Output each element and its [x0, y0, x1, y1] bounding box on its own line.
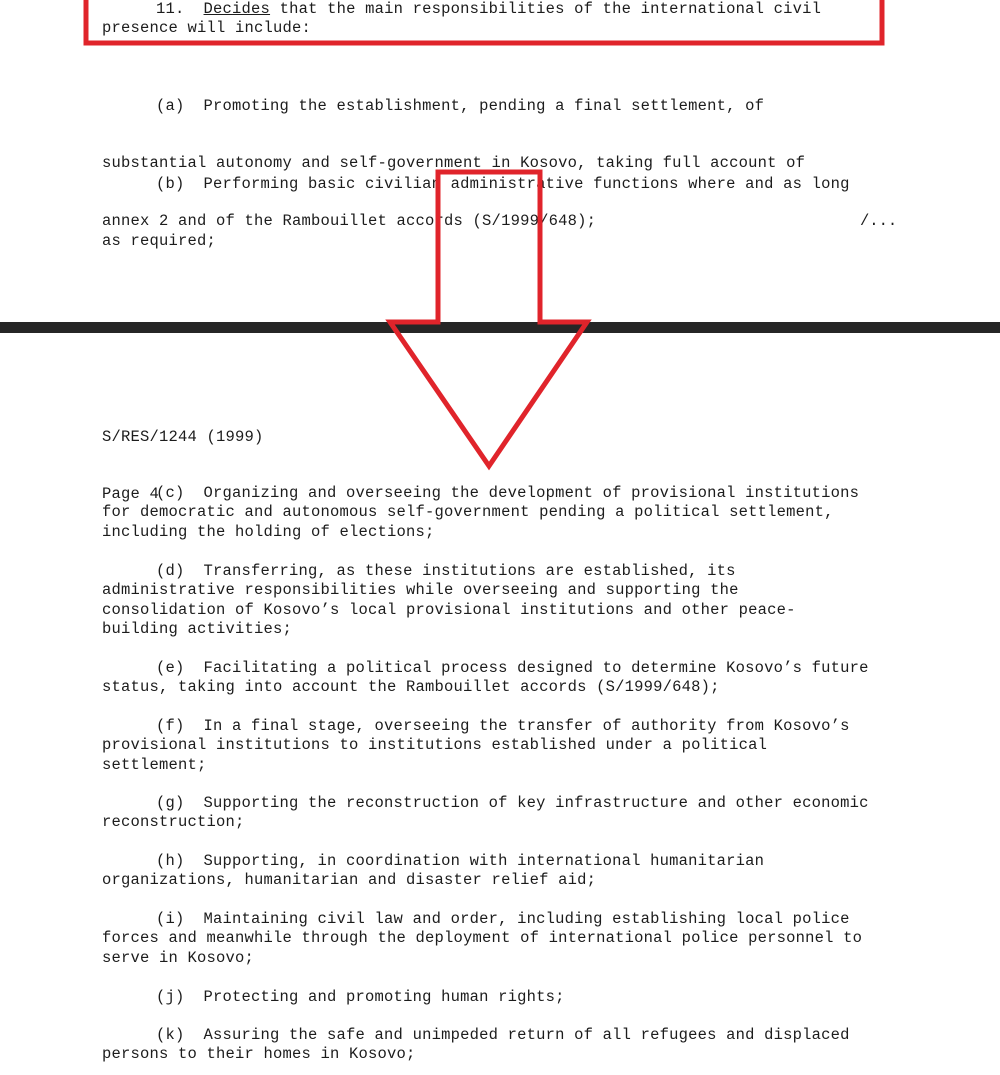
list-item — [102, 717, 902, 775]
item-text: Performing basic civilian administrative functions where and as long — [203, 174, 850, 193]
item-first-line — [102, 910, 902, 929]
item-text: Promoting the establishment, pending a final settlement, of — [203, 96, 765, 115]
item-first-line — [102, 988, 902, 1007]
item-text: Supporting, in coordination with international humanitarian — [203, 852, 765, 870]
item-text: for democratic and autonomous self-government pending a political settlement, — [102, 503, 834, 522]
document-page-bottom — [0, 333, 1000, 1075]
item-label: (j) — [156, 988, 185, 1006]
item-label: (b) — [156, 174, 185, 193]
list-item — [102, 794, 902, 833]
paragraph-text: that the main responsibilities of the international civil — [279, 0, 822, 18]
item-label: (c) — [156, 484, 185, 502]
item-text: Maintaining civil law and order, including establishing local police — [203, 910, 850, 928]
list-item — [102, 562, 902, 639]
list-item — [102, 484, 902, 542]
item-label: (k) — [156, 1026, 185, 1044]
item-first-line — [102, 794, 902, 813]
item-label: (f) — [156, 717, 185, 735]
list-item — [102, 852, 902, 891]
item-text: including the holding of elections; — [102, 522, 435, 541]
item-text: forces and meanwhile through the deployment of international police personnel to — [102, 929, 863, 948]
item-text: Facilitating a political process designed to determine Kosovo’s future — [203, 659, 869, 677]
paragraph-11 — [102, 0, 956, 19]
item-text: persons to their homes in Kosovo; — [102, 1045, 416, 1064]
item-label: (e) — [156, 659, 185, 677]
item-text: building activities; — [102, 619, 293, 638]
item-label: (h) — [156, 852, 185, 870]
item-text: consolidation of Kosovo’s local provisional institutions and other peace- — [102, 600, 796, 619]
item-text: substantial autonomy and self-government in Kosovo, taking full account of — [102, 154, 806, 173]
list-item — [102, 988, 902, 1007]
document-reference: S/RES/1244 (1999) — [102, 427, 264, 446]
continuation-marker: /... — [860, 212, 898, 230]
item-text: In a final stage, overseeing the transfer of authority from Kosovo’s — [203, 717, 850, 735]
item-label: (d) — [156, 562, 185, 580]
item-text: Organizing and overseeing the development of provisional institutions — [203, 484, 860, 502]
item-text: provisional institutions to institutions established under a political — [102, 736, 768, 755]
item-text: status, taking into account the Rambouillet accords (S/1999/648); — [102, 678, 720, 697]
item-text: reconstruction; — [102, 813, 245, 832]
item-text: Transferring, as these institutions are established, its — [203, 562, 736, 580]
document-page-top — [0, 0, 1000, 322]
list-item — [102, 910, 902, 968]
item-text: settlement; — [102, 755, 207, 774]
item-text: Assuring the safe and unimpeded return of all refugees and displaced — [203, 1026, 850, 1044]
item-first-line — [102, 562, 902, 581]
paragraph-number: 11. — [156, 0, 185, 18]
paragraph-11-line2: presence will include: — [102, 19, 312, 37]
item-label: (g) — [156, 794, 185, 812]
item-first-line — [102, 1026, 902, 1045]
list-item — [102, 659, 902, 698]
list-item — [102, 1026, 902, 1065]
item-text: annex 2 and of the Rambouillet accords (S/1999/648); — [102, 212, 597, 231]
item-first-line — [102, 659, 902, 678]
item-text: administrative responsibilities while overseeing and supporting the — [102, 581, 739, 600]
item-label: (i) — [156, 910, 185, 928]
item-text: Supporting the reconstruction of key infrastructure and other economic — [203, 794, 869, 812]
item-label: (a) — [156, 96, 185, 115]
item-first-line — [102, 717, 902, 736]
item-first-line — [102, 484, 902, 503]
item-b — [102, 136, 902, 290]
item-text: organizations, humanitarian and disaster relief aid; — [102, 871, 597, 890]
item-text: serve in Kosovo; — [102, 948, 255, 967]
item-first-line — [102, 852, 902, 871]
item-text: Protecting and promoting human rights; — [203, 988, 565, 1006]
page-number: Page 4 — [102, 485, 160, 504]
page-separator — [0, 322, 1000, 333]
decides-keyword: Decides — [203, 0, 271, 18]
item-text: as required; — [102, 232, 217, 251]
